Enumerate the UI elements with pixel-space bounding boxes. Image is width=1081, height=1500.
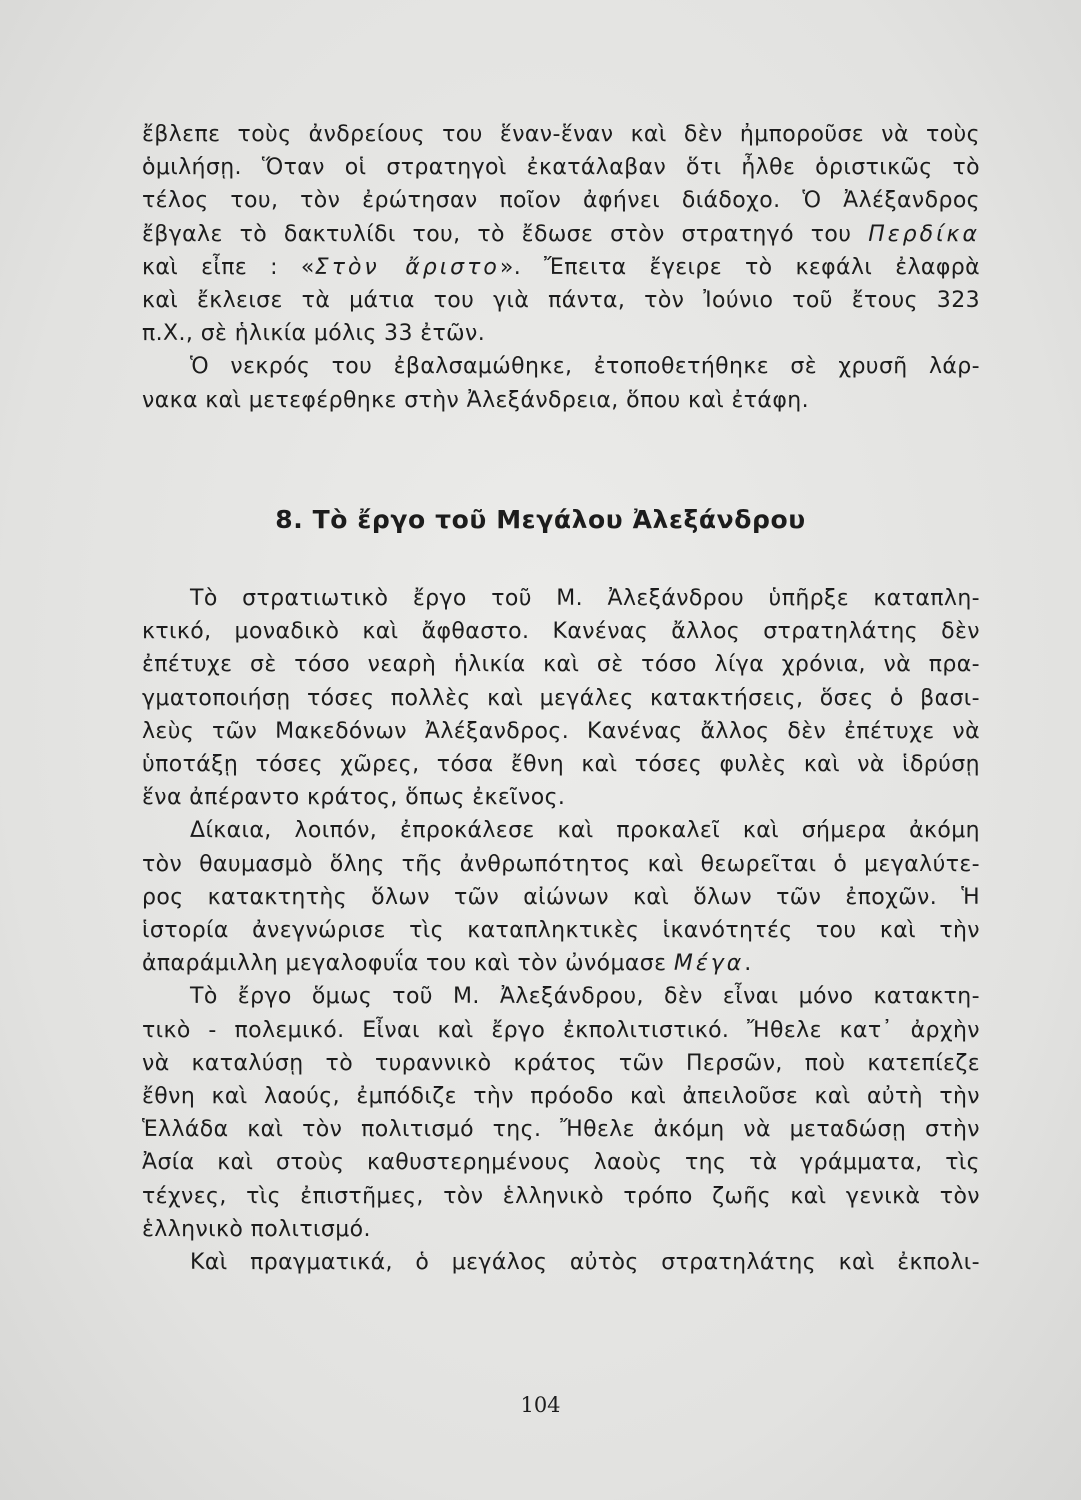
top-text-block bbox=[142, 118, 980, 417]
text-line: τικὸ - πολεμικό. Εἶναι καὶ ἔργο ἐκπολιτιστικό. Ἤθελε κατ᾽ ἀρχὴν bbox=[142, 1017, 980, 1043]
text-line: Δίκαια, λοιπόν, ἐπροκάλεσε καὶ προκαλεῖ καὶ σήμερα ἀκόμη bbox=[190, 818, 980, 844]
text-line: καὶ ἔκλεισε τὰ μάτια του γιὰ πάντα, τὸν Ἰούνιο τοῦ ἔτους 323 bbox=[142, 288, 980, 314]
text-line: ἑλληνικὸ πολιτισμό. bbox=[142, 1216, 371, 1242]
text-line: κτικό, μοναδικὸ καὶ ἄφθαστο. Κανένας ἄλλος στρατηλάτης δὲν bbox=[142, 619, 980, 645]
text-line: ὁμιλήσῃ. Ὅταν οἱ στρατηγοὶ ἐκατάλαβαν ὅτι ἦλθε ὁριστικῶς τὸ bbox=[142, 155, 980, 181]
text-line: τέλος του, τὸν ἐρώτησαν ποῖον ἀφήνει διάδοχο. Ὁ Ἀλέξανδρος bbox=[142, 188, 980, 214]
page-number: 104 bbox=[520, 1393, 561, 1417]
text-line: Ἑλλάδα καὶ τὸν πολιτισμό της. Ἤθελε ἀκόμη νὰ μεταδώσῃ στὴν bbox=[142, 1117, 980, 1143]
text-segment: ἔβγαλε τὸ δακτυλίδι του, τὸ ἔδωσε στὸν στρατηγό του bbox=[142, 221, 852, 247]
text-line: ἐπέτυχε σὲ τόσο νεαρὴ ἡλικία καὶ σὲ τόσο λίγα χρόνια, νὰ πρα- bbox=[142, 652, 980, 678]
text-line: γματοποιήσῃ τόσες πολλὲς καὶ μεγάλες κατακτήσεις, ὅσες ὁ βασι- bbox=[142, 685, 980, 711]
text-line: ἱστορία ἀνεγνώρισε τὶς καταπληκτικὲς ἱκανότητές του καὶ τὴν bbox=[142, 918, 980, 944]
text-line: ὑποτάξῃ τόσες χῶρες, τόσα ἔθνη καὶ τόσες φυλὲς καὶ νὰ ἱδρύσῃ bbox=[142, 752, 980, 778]
text-line-with-name bbox=[142, 218, 980, 251]
text-segment: καὶ εἶπε : « bbox=[142, 254, 315, 280]
text-line: Καὶ πραγματικά, ὁ μεγάλος αὐτὸς στρατηλάτης καὶ ἐκπολι- bbox=[190, 1250, 980, 1276]
text-line: τὸν θαυμασμὸ ὅλης τῆς ἀνθρωπότητος καὶ θεωρεῖται ὁ μεγαλύτε- bbox=[142, 851, 980, 877]
text-segment: . bbox=[744, 951, 752, 977]
text-line: Ὁ νεκρός του ἐβαλσαμώθηκε, ἐτοποθετήθηκε σὲ χρυσῆ λάρ- bbox=[190, 354, 980, 380]
text-line: τέχνες, τὶς ἐπιστῆμες, τὸν ἑλληνικὸ τρόπο ζωῆς καὶ γενικὰ τὸν bbox=[142, 1183, 980, 1209]
text-line: ἕνα ἀπέραντο κράτος, ὅπως ἐκεῖνος. bbox=[142, 785, 566, 811]
text-line-with-quote bbox=[142, 251, 980, 284]
text-line: ἔθνη καὶ λαούς, ἐμπόδιζε τὴν πρόοδο καὶ ἀπειλοῦσε καὶ αὐτὴ τὴν bbox=[142, 1084, 980, 1110]
text-line: Ἀσία καὶ στοὺς καθυστερημένους λαοὺς της τὰ γράμματα, τὶς bbox=[142, 1150, 980, 1176]
text-line: νακα καὶ μετεφέρθηκε στὴν Ἀλεξάνδρεια, ὅπου καὶ ἐτάφη. bbox=[142, 387, 809, 413]
mega-name: Μέγα bbox=[673, 951, 745, 977]
text-line: νὰ καταλύσῃ τὸ τυραννικὸ κράτος τῶν Περσῶν, ποὺ κατεπίεζε bbox=[142, 1050, 980, 1076]
text-segment: ». Ἔπειτα ἔγειρε τὸ κεφάλι ἐλαφρὰ bbox=[499, 254, 980, 280]
text-line: π.Χ., σὲ ἡλικία μόλις 33 ἐτῶν. bbox=[142, 321, 486, 347]
text-segment: ἀπαράμιλλη μεγαλοφυΐα του καὶ τὸν ὠνόμασε bbox=[142, 951, 667, 977]
body-text-block bbox=[142, 582, 980, 1279]
text-line: ρος κατακτητὴς ὅλων τῶν αἰώνων καὶ ὅλων τῶν ἐποχῶν. Ἡ bbox=[142, 884, 980, 910]
text-line-with-name bbox=[142, 947, 980, 980]
section-heading: 8. Τὸ ἔργο τοῦ Μεγάλου Ἀλεξάνδρου bbox=[275, 505, 806, 534]
text-line: Τὸ στρατιωτικὸ ἔργο τοῦ Μ. Ἀλεξάνδρου ὑπῆρξε καταπλη- bbox=[190, 586, 980, 611]
quote-text: Στὸν ἄριστο bbox=[314, 254, 500, 280]
text-line: Τὸ ἔργο ὅμως τοῦ Μ. Ἀλεξάνδρου, δὲν εἶναι μόνο κατακτη- bbox=[190, 984, 980, 1010]
text-line: ἔβλεπε τοὺς ἀνδρείους του ἕναν-ἕναν καὶ δὲν ἠμποροῦσε νὰ τοὺς bbox=[142, 122, 980, 147]
text-line: λεὺς τῶν Μακεδόνων Ἀλέξανδρος. Κανένας ἄλλος δὲν ἐπέτυχε νὰ bbox=[142, 718, 980, 744]
perdika-name: Περδίκα bbox=[868, 221, 980, 247]
